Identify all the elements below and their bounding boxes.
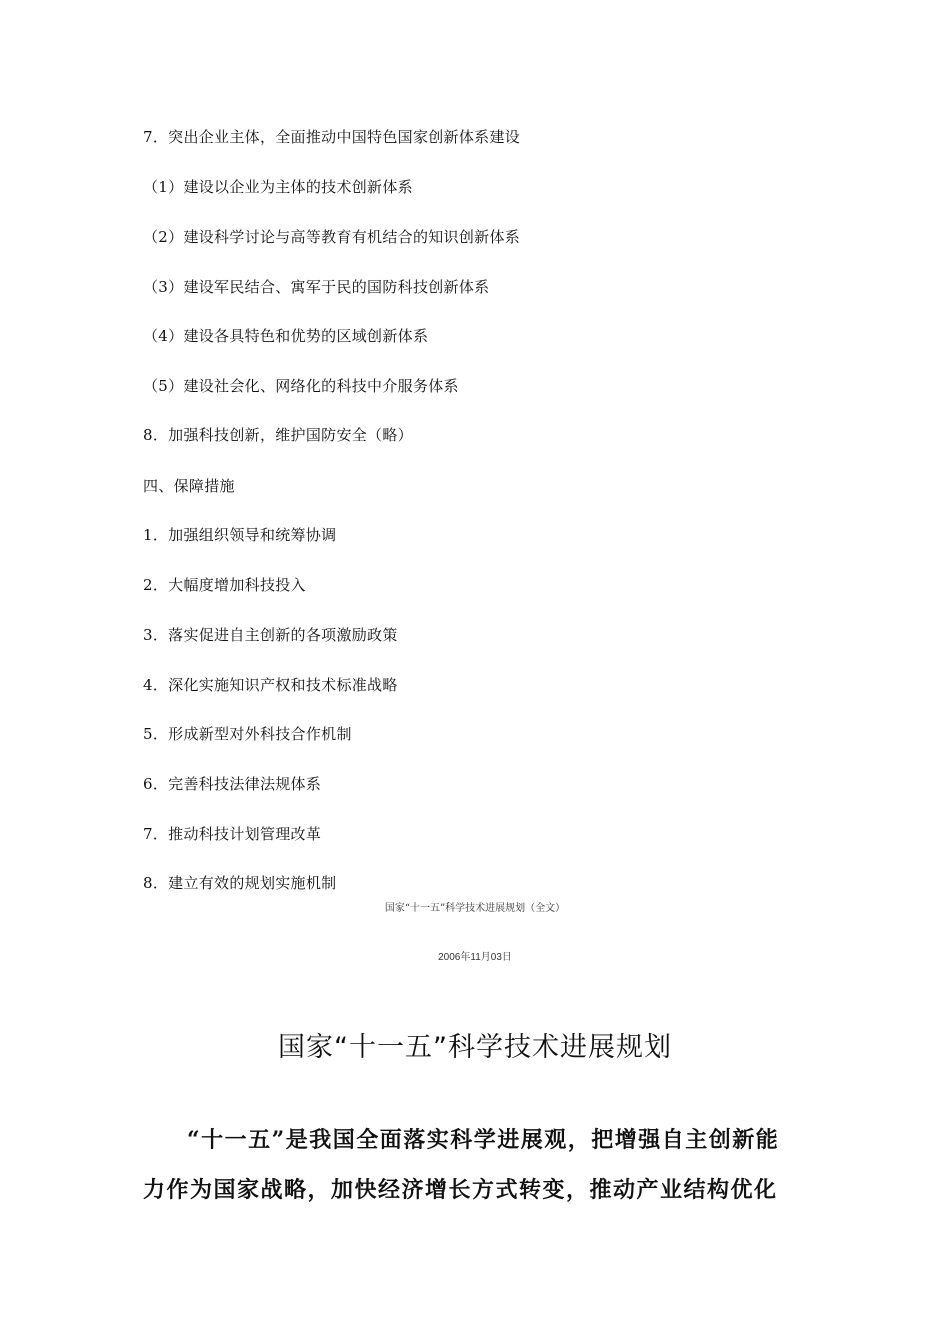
document-date: 2006年11月03日 [438,952,512,963]
outline-subitem-3: （3）建设军民结合、寓军于民的国防科技创新体系 [143,278,490,296]
measure-item-1: 1．加强组织领导和统筹协调 [143,526,337,544]
outline-item-8: 8．加强科技创新，维护国防安全（略） [143,426,413,444]
outline-subitem-4: （4）建设各具特色和优势的区域创新体系 [143,327,429,345]
measure-item-2: 2．大幅度增加科技投入 [143,576,306,594]
measure-item-8: 8．建立有效的规划实施机制 [143,874,337,892]
section-heading-safeguards: 四、保障措施 [143,477,235,495]
measure-item-4: 4．深化实施知识产权和技术标准战略 [143,676,398,694]
measure-item-5: 5．形成新型对外科技合作机制 [143,725,352,743]
measure-item-7: 7．推动科技计划管理改革 [143,825,322,843]
measure-item-6: 6．完善科技法律法规体系 [143,775,322,793]
outline-item-7: 7．突出企业主体，全面推动中国特色国家创新体系建设 [143,128,521,146]
document-title: 国家“十一五”科学技术进展规划 [278,1032,672,1063]
document-caption: 国家“十一五”科学技术进展规划（全文） [384,903,566,914]
intro-paragraph-line-1: “十一五”是我国全面落实科学进展观，把增强自主创新能 [187,1127,780,1153]
measure-item-3: 3．落实促进自主创新的各项激励政策 [143,626,398,644]
outline-subitem-1: （1）建设以企业为主体的技术创新体系 [143,178,413,196]
intro-paragraph-line-2: 力作为国家战略，加快经济增长方式转变，推动产业结构优化 [143,1177,778,1203]
outline-subitem-2: （2）建设科学讨论与高等教育有机结合的知识创新体系 [143,228,521,246]
outline-subitem-5: （5）建设社会化、网络化的科技中介服务体系 [143,377,459,395]
